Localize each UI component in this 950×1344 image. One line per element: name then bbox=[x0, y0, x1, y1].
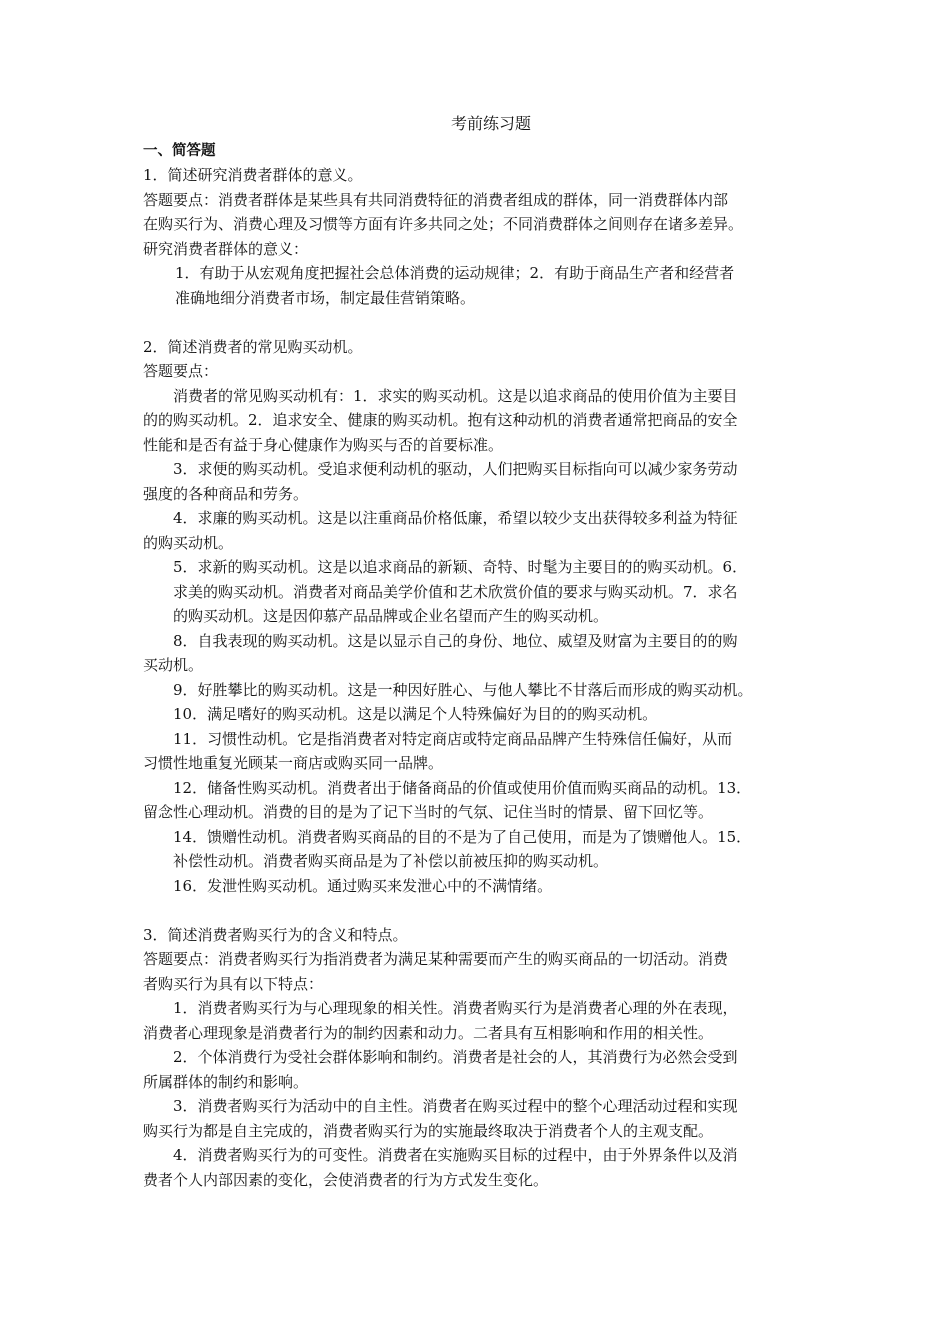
answer-line: 10．满足嗜好的购买动机。这是以满足个人特殊偏好为目的的购买动机。 bbox=[173, 705, 658, 723]
answer-line: 购买行为都是自主完成的，消费者购买行为的实施最终取决于消费者个人的主观支配。 bbox=[143, 1121, 714, 1140]
answer-line: 费者个人内部因素的变化，会使消费者的行为方式发生变化。 bbox=[143, 1170, 549, 1189]
page-title: 考前练习题 bbox=[450, 114, 531, 133]
answer-line: 答题要点：消费者购买行为指消费者为满足某种需要而产生的购买商品的一切活动。消费 bbox=[143, 950, 729, 968]
paragraph bbox=[143, 702, 833, 727]
answer-line: 2．个体消费行为受社会群体影响和制约。消费者是社会的人，其消费行为必然会受到 bbox=[173, 1048, 738, 1066]
answer-line: 的购买动机。 bbox=[143, 533, 234, 552]
question-1 bbox=[143, 163, 833, 310]
paragraph bbox=[143, 555, 833, 629]
paragraph bbox=[143, 1143, 833, 1192]
paragraph bbox=[143, 457, 833, 506]
question-3 bbox=[143, 923, 833, 1193]
paragraph bbox=[143, 996, 833, 1045]
answer-line: 所属群体的制约和影响。 bbox=[143, 1072, 309, 1091]
answer-line: 1．消费者购买行为与心理现象的相关性。消费者购买行为是消费者心理的外在表现， bbox=[173, 999, 738, 1017]
question-2 bbox=[143, 335, 833, 899]
question-text: 1．简述研究消费者群体的意义。 bbox=[143, 166, 363, 184]
answer-line: 3．消费者购买行为活动中的自主性。消费者在购买过程中的整个心理活动过程和实现 bbox=[173, 1097, 738, 1115]
answer-line: 求美的购买动机。消费者对商品美学价值和艺术欣赏价值的要求与购买动机。7．求名 bbox=[173, 582, 738, 601]
answer-line: 留念性心理动机。消费的目的是为了记下当时的气氛、记住当时的情景、留下回忆等。 bbox=[143, 803, 714, 821]
paragraph bbox=[143, 384, 833, 458]
answer-line: 补偿性动机。消费者购买商品是为了补偿以前被压抑的购买动机。 bbox=[173, 852, 609, 870]
answer-line: 消费者心理现象是消费者行为的制约因素和动力。二者具有互相影响和作用的相关性。 bbox=[143, 1023, 714, 1042]
paragraph bbox=[143, 1045, 833, 1094]
answer-line: 习惯性地重复光顾某一商店或购买同一品牌。 bbox=[143, 754, 444, 772]
answer-line: 消费者的常见购买动机有：1．求实的购买动机。这是以追求商品的使用价值为主要目 bbox=[173, 386, 738, 405]
paragraph bbox=[143, 825, 833, 874]
question-text: 2．简述消费者的常见购买动机。 bbox=[143, 337, 363, 356]
answer-line: 1．有助于从宏观角度把握社会总体消费的运动规律；2．有助于商品生产者和经营者 bbox=[175, 264, 735, 282]
answer-line: 性能和是否有益于身心健康作为购买与否的首要标准。 bbox=[143, 435, 504, 454]
answer-line: 4．消费者购买行为的可变性。消费者在实施购买目标的过程中，由于外界条件以及消 bbox=[173, 1146, 738, 1164]
section-heading: 一、简答题 bbox=[143, 142, 216, 159]
paragraph bbox=[143, 678, 833, 703]
answer-line: 的购买动机。这是因仰慕产品品牌或企业名望而产生的购买动机。 bbox=[173, 607, 609, 625]
paragraph bbox=[143, 776, 833, 825]
answer-line: 买动机。 bbox=[143, 656, 204, 674]
answer-line: 8．自我表现的购买动机。这是以显示自己的身份、地位、威望及财富为主要目的的购 bbox=[173, 631, 738, 650]
answer-line: 12．储备性购买动机。消费者出于储备商品的价值或使用价值而购买商品的动机。13． bbox=[173, 778, 752, 797]
answer-line: 11．习惯性动机。它是指消费者对特定商店或特定商品品牌产生特殊信任偏好，从而 bbox=[173, 729, 733, 748]
paragraph bbox=[143, 506, 833, 555]
answer-line: 9．好胜攀比的购买动机。这是一种因好胜心、与他人攀比不甘落后而形成的购买动机。 bbox=[173, 680, 753, 699]
question-text: 3．简述消费者购买行为的含义和特点。 bbox=[143, 925, 408, 944]
answer-label: 答题要点： bbox=[143, 362, 219, 380]
paragraph bbox=[143, 629, 833, 678]
answer-line: 准确地细分消费者市场，制定最佳营销策略。 bbox=[175, 288, 476, 307]
answer-line: 强度的各种商品和劳务。 bbox=[143, 484, 309, 503]
answer-line: 5．求新的购买动机。这是以追求商品的新颖、奇特、时髦为主要目的的购买动机。6． bbox=[173, 558, 748, 576]
answer-line: 者购买行为具有以下特点： bbox=[143, 974, 324, 993]
paragraph bbox=[143, 1094, 833, 1143]
answer-line: 14．馈赠性动机。消费者购买商品的目的不是为了自己使用，而是为了馈赠他人。15． bbox=[173, 827, 752, 846]
answer-line: 研究消费者群体的意义： bbox=[143, 239, 309, 258]
answer-line: 3．求便的购买动机。受追求便利动机的驱动，人们把购买目标指向可以减少家务劳动 bbox=[173, 460, 738, 478]
answer-line: 的的购买动机。2．追求安全、健康的购买动机。抱有这种动机的消费者通常把商品的安全 bbox=[143, 411, 738, 429]
document-page bbox=[143, 112, 833, 1192]
paragraph bbox=[143, 727, 833, 776]
answer-line: 4．求廉的购买动机。这是以注重商品价格低廉，希望以较少支出获得较多利益为特征 bbox=[173, 509, 738, 527]
answer-line: 在购买行为、消费心理及习惯等方面有许多共同之处；不同消费群体之间则存在诸多差异。 bbox=[143, 215, 744, 233]
answer-line: 答题要点：消费者群体是某些具有共同消费特征的消费者组成的群体，同一消费群体内部 bbox=[143, 190, 729, 209]
answer-line: 16．发泄性购买动机。通过购买来发泄心中的不满情绪。 bbox=[173, 876, 553, 895]
paragraph bbox=[143, 874, 833, 899]
